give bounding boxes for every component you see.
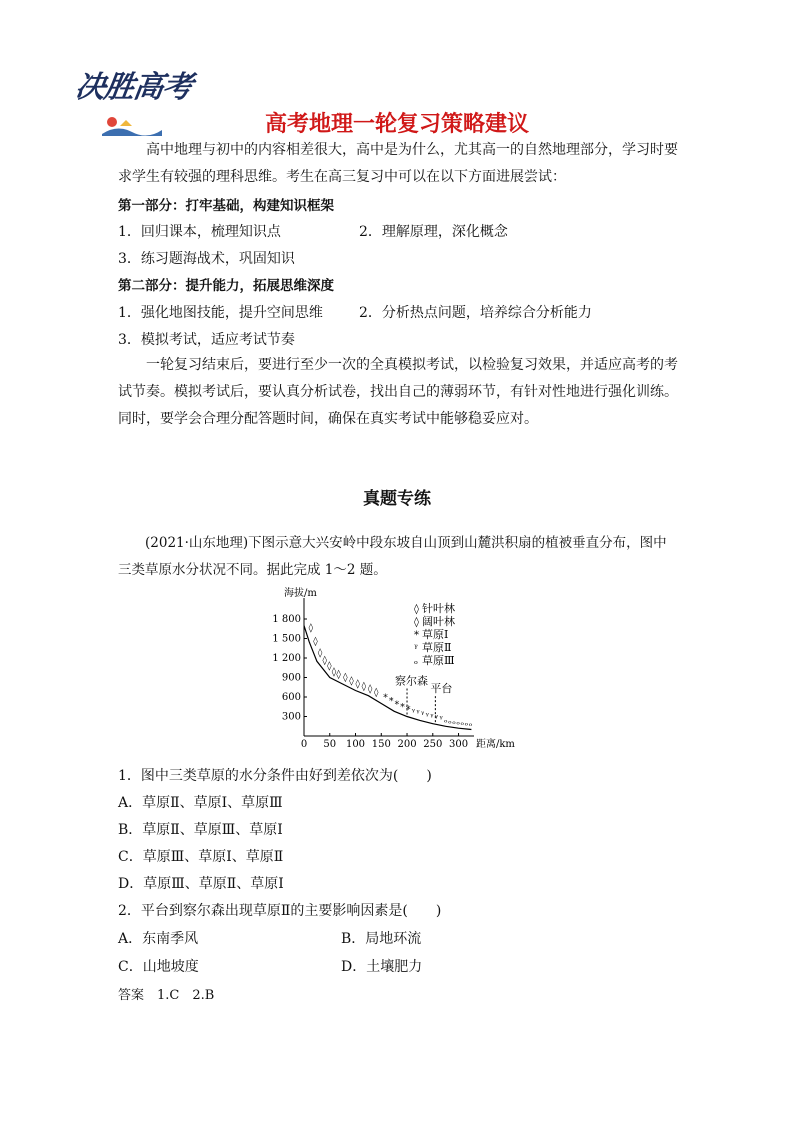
q1-option-b: B．草原Ⅱ、草原Ⅲ、草原Ⅰ xyxy=(118,822,283,838)
grassland-2-marker: ᵞ xyxy=(439,714,443,725)
y-tick-label: 1 800 xyxy=(272,614,301,625)
legend-symbol: ◊ xyxy=(414,604,419,615)
x-tick-label: 250 xyxy=(423,739,443,750)
annotation-label: 平台 xyxy=(430,682,453,696)
conifer-marker: ◊ xyxy=(331,667,337,678)
question-intro-line1: (2021·山东地理)下图示意大兴安岭中段东坡自山顶到山麓洪积扇的植被垂直分布，图中 xyxy=(145,535,667,551)
broadleaf-marker: ◊ xyxy=(349,676,354,687)
grassland-2-marker: ᵞ xyxy=(434,713,439,724)
grassland-1-marker: * xyxy=(400,702,405,713)
part1-item-3: 3．练习题海战术，巩固知识 xyxy=(118,251,295,267)
grassland-1-marker: * xyxy=(405,705,411,716)
part1-item-1: 1．回归课本，梳理知识点 xyxy=(118,224,281,240)
conifer-marker: ◊ xyxy=(308,623,314,634)
closing-text: 一轮复习结束后，要进行至少一次的全真模拟考试，以检验复习效果，并适应高考的考试节奏。模拟考试后，要认真分析试卷，找出自己的薄弱环节，有针对性地进行强化训练。同时，要学会合理分配答题时间，确保在真实考试中能够稳妥应对。 xyxy=(118,357,678,427)
intro-text: 高中地理与初中的内容相差很大，高中是为什么，尤其高一的自然地理部分，学习时要求学生有较强的理科思维。考生在高三复习中可以在以下方面进展尝试： xyxy=(118,142,678,185)
grassland-2-marker: ᵞ xyxy=(416,708,420,719)
broadleaf-marker: ◊ xyxy=(343,673,348,684)
legend-label: 阔叶林 xyxy=(422,615,455,628)
grassland-3-marker: ₒ xyxy=(452,716,456,727)
legend-label: 草原Ⅱ xyxy=(422,641,452,654)
part2-item-3: 3．模拟考试，适应考试节奏 xyxy=(118,332,295,348)
broadleaf-marker: ◊ xyxy=(367,684,373,695)
grassland-1-marker: * xyxy=(394,700,400,711)
grassland-1-marker: * xyxy=(388,696,394,707)
grassland-2-marker: ᵞ xyxy=(425,711,429,722)
legend-symbol: ◊ xyxy=(414,617,419,628)
q2-option-a: A．东南季风 xyxy=(118,931,199,947)
x-tick-label: 300 xyxy=(448,739,469,750)
q2-option-c: C．山地坡度 xyxy=(118,959,199,975)
grassland-2-marker: ᵞ xyxy=(430,712,434,723)
conifer-marker: ◊ xyxy=(313,636,318,647)
page-title: 高考地理一轮复习策略建议 xyxy=(264,112,529,137)
q2-option-d: D．土壤肥力 xyxy=(341,959,423,975)
part2-heading: 第二部分：提升能力，拓展思维深度 xyxy=(118,278,334,294)
y-tick-label: 600 xyxy=(281,692,301,703)
y-tick-label: 900 xyxy=(281,672,301,684)
q2-stem: 2．平台到察尔森出现草原Ⅱ的主要影响因素是( ) xyxy=(118,903,442,919)
closing-paragraph xyxy=(118,352,678,433)
broadleaf-marker: ◊ xyxy=(355,679,360,690)
y-axis-label: 海拔/m xyxy=(284,588,317,599)
legend-label: 针叶林 xyxy=(422,602,455,615)
y-tick-label: 1 200 xyxy=(272,653,301,664)
x-tick-label: 100 xyxy=(345,739,366,750)
legend-symbol: ₒ xyxy=(414,656,418,667)
part1-heading: 第一部分：打牢基础，构建知识框架 xyxy=(118,198,334,214)
grassland-2-marker: ᵞ xyxy=(420,710,425,721)
conifer-marker: ◊ xyxy=(336,669,341,680)
grassland-2-marker: ᵞ xyxy=(411,707,415,718)
q1-option-d: D．草原Ⅲ、草原Ⅱ、草原Ⅰ xyxy=(118,876,284,892)
q1-stem: 1．图中三类草原的水分条件由好到差依次为( ) xyxy=(118,768,432,784)
legend-symbol: * xyxy=(414,630,419,641)
grassland-1-marker: * xyxy=(383,693,388,704)
part2-item-1: 1．强化地图技能，提升空间思维 xyxy=(118,305,323,321)
question-intro-line2: 三类草原水分状况不同。据此完成 1～2 题。 xyxy=(118,562,387,578)
part2-item-2: 2．分析热点问题，培养综合分析能力 xyxy=(359,305,592,321)
legend-label: 草原Ⅰ xyxy=(422,628,449,641)
x-tick-label: 0 xyxy=(300,739,308,750)
answer-line: 答案 1.C 2.B xyxy=(118,988,215,1003)
broadleaf-marker: ◊ xyxy=(374,687,379,698)
q1-option-a: A．草原Ⅱ、草原Ⅰ、草原Ⅲ xyxy=(118,795,283,811)
section-title: 真题专练 xyxy=(363,489,431,509)
grassland-3-marker: ₒ xyxy=(468,719,473,730)
x-axis-label: 距离/km xyxy=(476,739,515,750)
x-tick-label: 50 xyxy=(323,739,337,750)
part1-item-2: 2．理解原理，深化概念 xyxy=(359,224,508,240)
annotation-label: 察尔森 xyxy=(395,674,429,688)
x-tick-label: 200 xyxy=(397,739,417,750)
grassland-3-marker: ₒ xyxy=(448,716,452,727)
conifer-marker: ◊ xyxy=(317,648,323,659)
conifer-marker: ◊ xyxy=(322,655,327,666)
intro-paragraph xyxy=(118,137,678,191)
grassland-3-marker: ₒ xyxy=(464,718,469,729)
y-tick-label: 1 500 xyxy=(272,633,301,645)
conifer-marker: ◊ xyxy=(327,661,332,672)
q1-option-c: C．草原Ⅲ、草原Ⅰ、草原Ⅱ xyxy=(118,849,284,865)
q2-option-b: B．局地环流 xyxy=(341,931,422,947)
legend-symbol: ᵞ xyxy=(414,643,418,654)
x-tick-label: 150 xyxy=(371,739,391,750)
broadleaf-marker: ◊ xyxy=(361,682,367,693)
grassland-3-marker: ₒ xyxy=(460,718,465,729)
grassland-3-marker: ₒ xyxy=(444,715,448,726)
y-tick-label: 300 xyxy=(281,711,301,723)
legend-label: 草原Ⅲ xyxy=(422,654,455,667)
elevation-profile-chart xyxy=(262,584,532,756)
logo-text: 决胜高考 xyxy=(73,70,194,105)
grassland-3-marker: ₒ xyxy=(456,717,460,728)
